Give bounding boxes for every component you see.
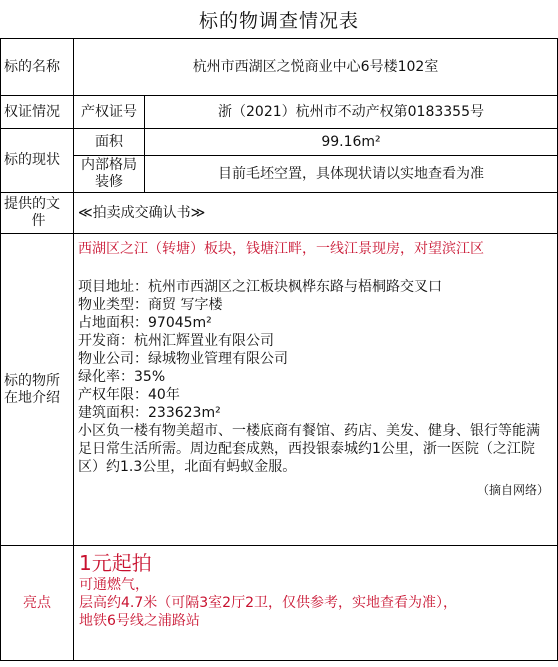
sublabel-layout-line1: 内部格局 (81, 157, 137, 173)
sublabel-deed-number: 产权证号 (74, 96, 145, 129)
label-highlights: 亮点 (1, 546, 74, 661)
highlight-line: 地铁6号线之浦路站 (79, 613, 200, 629)
row-highlights (1, 546, 558, 661)
location-line: 项目地址：杭州市西湖区之江板块枫桦东路与梧桐路交叉口 (78, 279, 442, 295)
label-status: 标的现状 (1, 129, 74, 193)
location-line: 产权年限：40年 (78, 387, 180, 403)
label-title-deed: 权证情况 (1, 96, 74, 129)
sublabel-layout (74, 156, 145, 193)
location-line: 占地面积：97045m² (78, 315, 212, 331)
label-name: 标的名称 (1, 39, 74, 96)
page-title: 标的物调查情况表 (198, 9, 359, 32)
value-layout: 目前毛坯空置，具体现状请以实地查看为准 (145, 156, 558, 193)
value-documents: ≪拍卖成交确认书≫ (74, 193, 558, 234)
sublabel-area: 面积 (74, 129, 145, 156)
location-line: 绿化率：35% (78, 369, 166, 385)
label-location (1, 234, 74, 546)
location-source: （摘自网络） (477, 483, 550, 497)
highlight-line: 层高约4.7米（可隔3室2厅2卫，仅供参考，实地查看为准）， (79, 595, 457, 611)
highlight-start-price: 1元起拍 (79, 551, 152, 575)
value-area: 99.16m² (145, 129, 558, 156)
row-location (1, 234, 558, 546)
sublabel-layout-line2: 装修 (95, 174, 123, 190)
row-title-deed (1, 96, 558, 129)
value-deed-number: 浙（2021）杭州市不动产权第0183355号 (145, 96, 558, 129)
row-status-layout (1, 156, 558, 193)
location-line: 物业类型：商贸 写字楼 (78, 297, 223, 313)
value-name: 杭州市西湖区之悦商业中心6号楼102室 (74, 39, 558, 96)
location-line: 开发商：杭州汇辉置业有限公司 (78, 333, 274, 349)
survey-table (0, 38, 558, 661)
value-location (74, 234, 558, 546)
label-location-line2: 在地介绍 (4, 389, 60, 406)
location-line: 物业公司：绿城物业管理有限公司 (78, 351, 288, 367)
row-status-area (1, 129, 558, 156)
label-location-line1: 标的物所 (4, 372, 60, 389)
label-documents-line1: 提供的文 (4, 196, 60, 212)
location-paragraph: 小区负一楼有物美超市、一楼底商有餐馆、药店、美发、健身、银行等能满足日常生活所需。周边配套成熟，西投银泰城约1公里，浙一医院（之江院区）约1.3公里，北面有蚂蚁金服。 (78, 423, 540, 475)
value-highlights (74, 546, 558, 661)
label-documents-line2: 件 (31, 213, 46, 229)
label-documents (1, 193, 74, 234)
highlight-line: 可通燃气， (79, 577, 149, 593)
row-name (1, 39, 558, 96)
location-line: 建筑面积：233623m² (78, 405, 221, 421)
location-headline: 西湖区之江（转塘）板块，钱塘江畔，一线江景现房，对望滨江区 (78, 241, 484, 257)
row-documents (1, 193, 558, 234)
